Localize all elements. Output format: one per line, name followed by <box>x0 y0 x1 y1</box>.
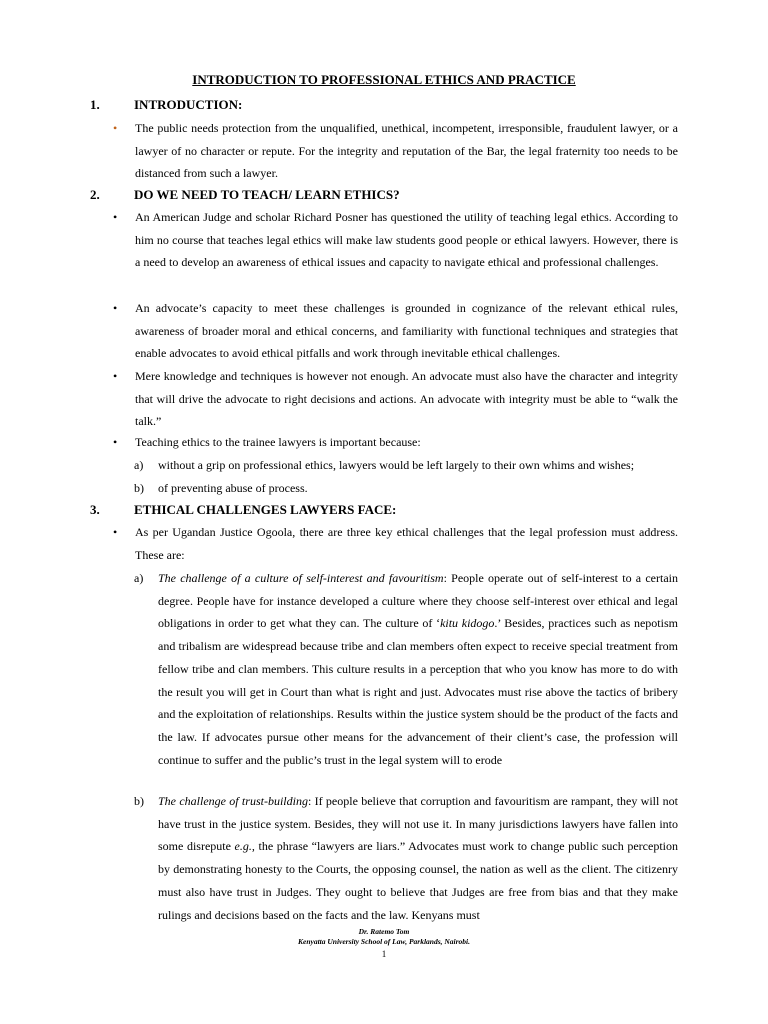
challenge-a-text-1: : People operate out of self-interest to a certain degree. People have for instance developed a culture where they choose self-interest over ethical and legal obligations in order to get what they can. The culture of ‘ <box>158 571 678 631</box>
sub-label: a) <box>134 458 144 472</box>
bullet-text: As per Ugandan Justice Ogoola, there are three key ethical challenges that the legal profession must address. These are: <box>135 525 678 562</box>
sub-label: a) <box>134 571 144 585</box>
bullet-icon: • <box>113 525 118 539</box>
section-number: 1. <box>90 97 100 112</box>
challenge-a-text-2: .’ Besides, practices such as nepotism and tribalism are widespread because tribe and clan members often expect to receive special treatment from fellow tribe and clan members. This culture results in a perception that who you know has more to do with the result you will get in Court than what is right and just. Advocates must rise above the tactics of bribery and the exploitation of relationships. Results within the justice system should be the product of the facts and the law. If advocates pursue other means for the advancement of their client’s case, the profession will continue to suffer and the public’s trust in the legal system will to erode <box>158 616 678 767</box>
intro-bullet <box>113 117 678 185</box>
ethics-bullet-2 <box>113 297 678 365</box>
bullet-text: Teaching ethics to the trainee lawyers is important because: <box>135 435 421 449</box>
challenge-a-term: kitu kidogo <box>440 616 495 631</box>
footer-author: Dr. Ratemo Tom <box>358 927 410 936</box>
bullet-text: Mere knowledge and techniques is however not enough. An advocate must also have the character and integrity that will drive the advocate to right decisions and actions. An advocate with integrity must be able to “walk the talk.” <box>135 369 678 429</box>
ethics-sub-b <box>134 477 678 500</box>
ethics-sub-a <box>134 454 678 477</box>
page-number: 1 <box>381 949 387 959</box>
challenges-bullet <box>113 521 678 566</box>
sub-label: b) <box>134 794 144 808</box>
section-number: 3. <box>90 502 100 517</box>
challenge-b-text-1: : If people believe that corruption and favouritism are rampant, they will not have trust in the justice system. Besides, they will not use it. In many jurisdictions lawyers have fallen into some disrepute <box>158 794 678 854</box>
section-title: INTRODUCTION: <box>134 97 243 112</box>
challenge-a <box>134 567 678 771</box>
bullet-icon: • <box>113 210 118 224</box>
ethics-bullet-4 <box>113 431 678 454</box>
challenge-b-text-2: the phrase “lawyers are liars.” Advocates must work to change public such perception by demonstrating honesty to the Courts, the opposing counsel, the nation as well as the client. The citizenry must also have trust in Judges. They ought to believe that Judges are free from bias and that they make rulings and decisions based on the facts and the law. Kenyans must <box>158 839 678 922</box>
challenge-a-heading: The challenge of a culture of self-interest and favouritism <box>158 571 444 585</box>
bullet-icon: • <box>113 435 118 449</box>
sub-label: b) <box>134 481 144 495</box>
bullet-icon: • <box>113 121 118 135</box>
bullet-icon: • <box>113 301 118 315</box>
intro-bullet-text: The public needs protection from the unqualified, unethical, incompetent, irresponsible, fraudulent lawyer, or a lawyer of no character or repute. For the integrity and reputation of the Bar, the legal fraternity too needs to be distanced from such a lawyer. <box>135 121 678 181</box>
bullet-text: An American Judge and scholar Richard Posner has questioned the utility of teaching legal ethics. According to him no course that teaches legal ethics will make law students good people or ethical lawyers. However, there is a need to develop an awareness of ethical issues and capacity to navigate ethical and professional challenges. <box>135 210 678 270</box>
ethics-bullet-1 <box>113 206 678 274</box>
section-number: 2. <box>90 187 100 202</box>
document-title: INTRODUCTION TO PROFESSIONAL ETHICS AND PRACTICE <box>192 72 576 87</box>
challenge-b-heading: The challenge of trust-building <box>158 794 308 808</box>
section-title: ETHICAL CHALLENGES LAWYERS FACE: <box>134 502 397 517</box>
bullet-text: An advocate’s capacity to meet these challenges is grounded in cognizance of the relevant ethical rules, awareness of broader moral and ethical concerns, and familiarity with functional techniques and strategies that enable advocates to avoid ethical pitfalls and work through inevitable ethical challenges. <box>135 301 678 361</box>
challenge-b-eg: e.g., <box>234 839 255 854</box>
footer-institution: Kenyatta University School of Law, Parklands, Nairobi. <box>297 937 471 946</box>
bullet-icon: • <box>113 369 118 383</box>
sub-text: of preventing abuse of process. <box>158 481 308 495</box>
challenge-b <box>134 790 678 926</box>
sub-text: without a grip on professional ethics, lawyers would be left largely to their own whims and wishes; <box>158 458 635 472</box>
ethics-bullet-3 <box>113 365 678 433</box>
section-title: DO WE NEED TO TEACH/ LEARN ETHICS? <box>134 187 400 202</box>
